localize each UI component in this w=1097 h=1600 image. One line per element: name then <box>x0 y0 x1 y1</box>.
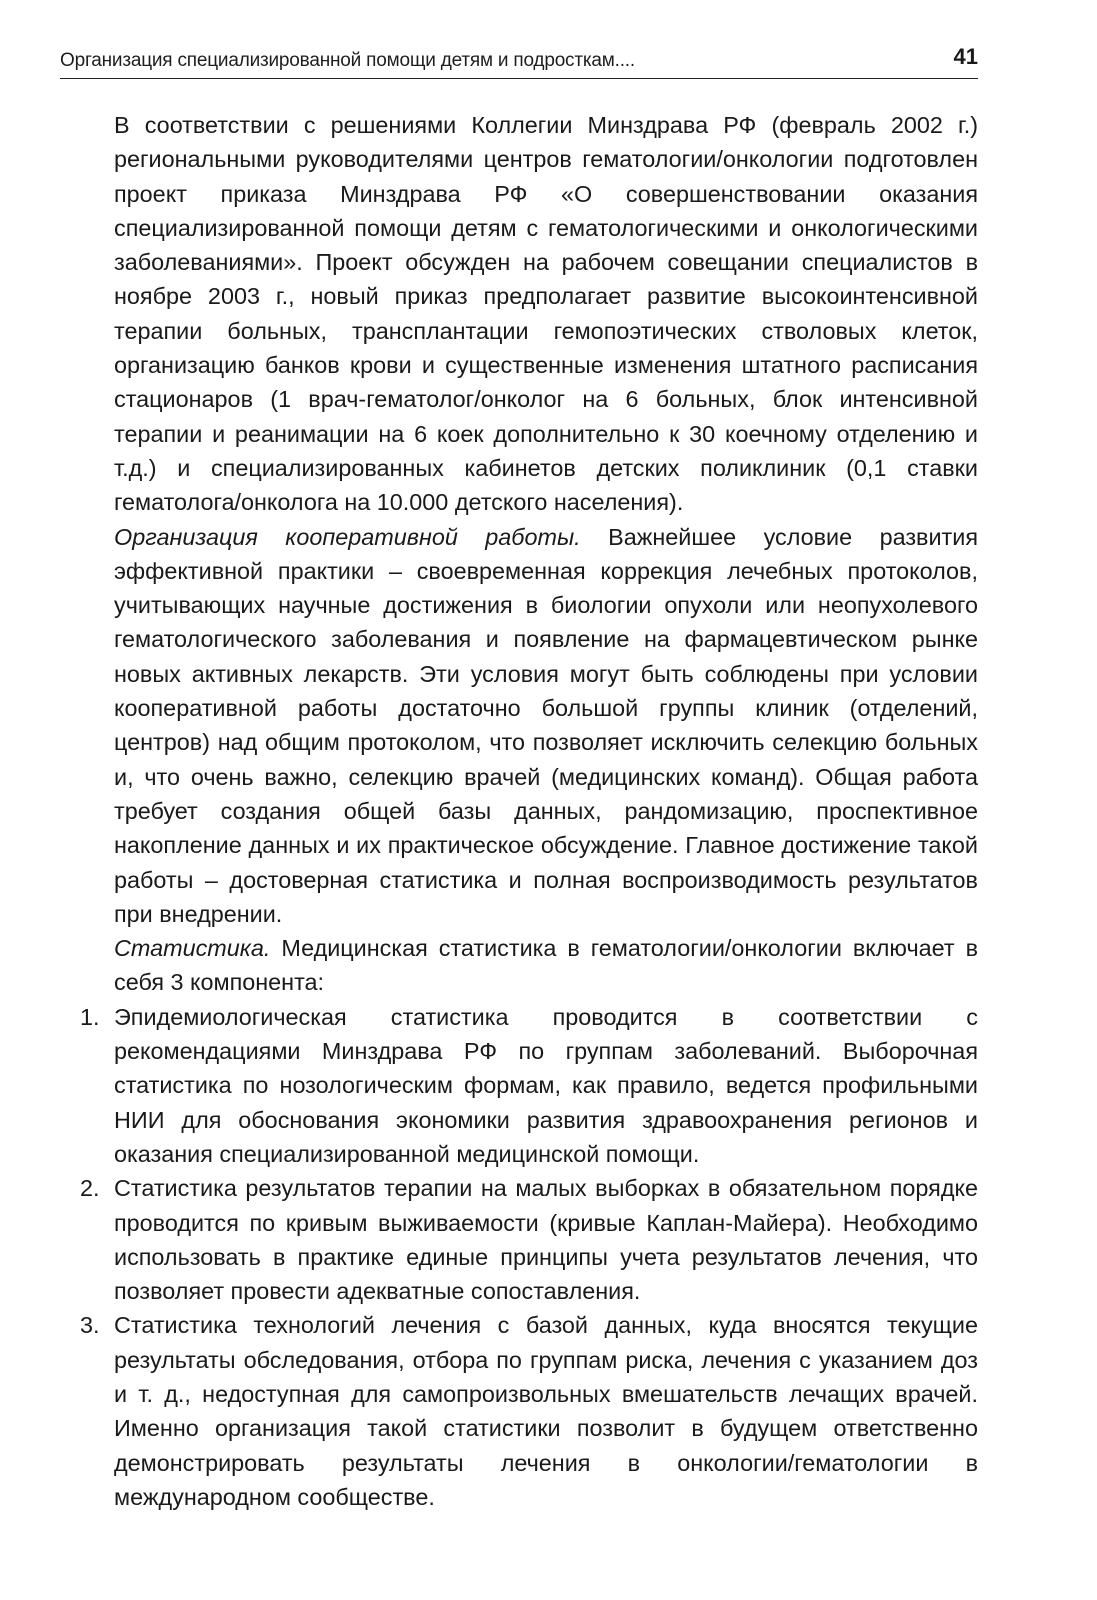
list-item <box>80 1308 978 1514</box>
list-item <box>80 1171 978 1308</box>
list-item-number: 3. <box>80 1312 100 1339</box>
page-body <box>80 108 978 1514</box>
list-item-text: Эпидемиологическая статистика проводится в соответствии с рекомендациями Минздрава РФ по группам заболеваний. Выборочная статистика по нозологическим формам, как правило, ведется профильными НИИ для обоснования экономики развития здравоохранения регионов и оказания специализированной медицинской помощи. <box>114 1003 978 1167</box>
page-header <box>60 38 978 79</box>
paragraph-text: Важнейшее условие развития эффективной практики – своевременная коррекция лечебных протоколов, учитывающих научные достижения в биологии опухоли или неопухолевого гематологического заболевания и появление на фармацевтическом рынке новых активных лекарств. Эти условия могут быть соблюдены при условии кооперативной работы достаточно большой группы клиник (отделений, центров) над общим протоколом, что позволяет исключить селекцию больных и, что очень важно, селекцию врачей (медицинских команд). Общая работа требует создания общей базы данных, рандомизацию, проспективное накопление данных и их практическое обсуждение. Главное достижение такой работы – достоверная статистика и полная воспроизводимость результатов при внедрении. <box>114 523 978 927</box>
run-in-heading: Организация кооперативной работы. <box>114 523 581 550</box>
run-in-heading: Статистика. <box>114 935 271 962</box>
statistics-components-list <box>80 1000 978 1514</box>
page-number: 41 <box>953 44 978 69</box>
paragraph-text: Медицинская статистика в гематологии/онкологии включает в себя 3 компонента: <box>114 935 978 996</box>
list-item <box>80 1000 978 1171</box>
paragraph-text: В соответствии с решениями Коллегии Минздрава РФ (февраль 2002 г.) региональными руководителями центров гематологии/онкологии подготовлен проект приказа Минздрава РФ «О совершенствовании оказания специализированной помощи детям с гематологическими и онкологическими заболеваниями». Проект обсужден на рабочем совещании специалистов в ноябре 2003 г., новый приказ предполагает развитие высокоинтенсивной терапии больных, трансплантации гемопоэтических стволовых клеток, организацию банков крови и существенные изменения штатного расписания стационаров (1 врач-гематолог/онколог на 6 больных, блок интенсивной терапии и реанимации на 6 коек дополнительно к 30 коечному отделению и т.д.) и специализированных кабинетов детских поликлиник (0,1 ставки гематолога/онколога на 10.000 детского населения). <box>114 112 978 516</box>
list-item-text: Статистика результатов терапии на малых выборках в обязательном порядке проводится по кривым выживаемости (кривые Каплан-Майера). Необходимо использовать в практике единые принципы учета результатов лечения, что позволяет провести адекватные сопоставления. <box>114 1175 978 1305</box>
running-title: Организация специализированной помощи детям и подросткам.... <box>60 50 635 71</box>
list-item-number: 2. <box>80 1175 100 1202</box>
paragraph-cooperative-work <box>90 520 978 932</box>
list-item-text: Статистика технологий лечения с базой данных, куда вносятся текущие результаты обследования, отбора по группам риска, лечения с указанием доз и т. д., недоступная для самопроизвольных вмешательств лечащих врачей. Именно организация такой статистики позволит в будущем ответственно демонстрировать результаты лечения в онкологии/гематологии в международном сообществе. <box>114 1312 978 1510</box>
paragraph-statistics <box>90 931 978 1000</box>
paragraph-order-project <box>90 108 978 520</box>
list-item-number: 1. <box>80 1003 100 1030</box>
